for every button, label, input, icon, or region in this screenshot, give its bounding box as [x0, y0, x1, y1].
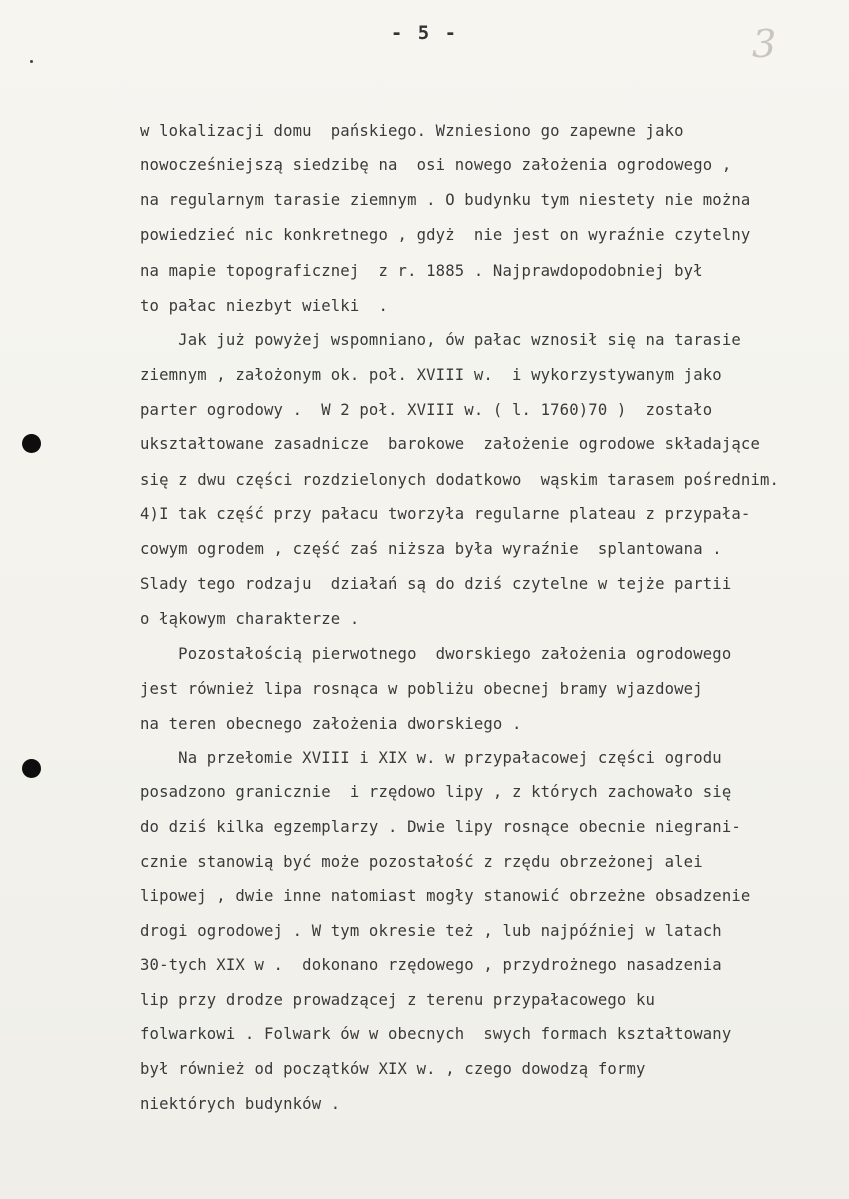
- text-line: Jak już powyżej wspomniano, ów pałac wznosił się na tarasie: [140, 331, 741, 349]
- text-line: ukształtowane zasadnicze barokowe założenie ogrodowe składające: [140, 435, 760, 453]
- text-line: się z dwu części rozdzielonych dodatkowo wąskim tarasem pośrednim.: [140, 471, 780, 489]
- text-line: niektórych budynków .: [140, 1095, 341, 1113]
- text-line: parter ogrodowy . W 2 poł. XVIII w. ( l. 1760)70 ) zostało: [140, 401, 713, 419]
- margin-dot: [30, 60, 33, 63]
- text-line: 4)I tak część przy pałacu tworzyła regularne plateau z przypała-: [140, 505, 751, 523]
- text-line: Slady tego rodzaju działań są do dziś czytelne w tejże partii: [140, 575, 732, 593]
- text-line: w lokalizacji domu pańskiego. Wzniesiono go zapewne jako: [140, 122, 684, 140]
- text-line: do dziś kilka egzemplarzy . Dwie lipy rosnące obecnie niegrani-: [140, 818, 741, 836]
- text-line: drogi ogrodowej . W tym okresie też , lub najpóźniej w latach: [140, 922, 722, 940]
- text-line: był również od początków XIX w. , czego dowodzą formy: [140, 1060, 646, 1078]
- page-number: - 5 -: [390, 22, 459, 44]
- text-line: ziemnym , założonym ok. poł. XVIII w. i wykorzystywanym jako: [140, 366, 722, 384]
- text-line: o łąkowym charakterze .: [140, 610, 360, 628]
- text-line: na teren obecnego założenia dworskiego .: [140, 715, 522, 733]
- text-line: posadzono granicznie i rzędowo lipy , z których zachowało się: [140, 783, 732, 801]
- text-line: to pałac niezbyt wielki .: [140, 297, 388, 315]
- text-line: jest również lipa rosnąca w pobliżu obecnej bramy wjazdowej: [140, 680, 703, 698]
- text-line: lipowej , dwie inne natomiast mogły stanowić obrzeżne obsadzenie: [140, 887, 751, 905]
- text-line: powiedzieć nic konkretnego , gdyż nie jest on wyraźnie czytelny: [140, 226, 751, 244]
- text-line: na regularnym tarasie ziemnym . O budynku tym niestety nie można: [140, 191, 751, 209]
- text-line: Na przełomie XVIII i XIX w. w przypałacowej części ogrodu: [140, 749, 722, 767]
- punch-hole-top: [22, 434, 41, 453]
- text-line: cznie stanowią być może pozostałość z rzędu obrzeżonej alei: [140, 853, 703, 871]
- text-line: nowocześniejszą siedzibę na osi nowego założenia ogrodowego ,: [140, 156, 732, 174]
- text-line: 30-tych XIX w . dokonano rzędowego , przydrożnego nasadzenia: [140, 956, 722, 974]
- punch-hole-bottom: [22, 759, 41, 778]
- text-line: Pozostałością pierwotnego dworskiego założenia ogrodowego: [140, 645, 732, 663]
- text-line: folwarkowi . Folwark ów w obecnych swych formach kształtowany: [140, 1025, 732, 1043]
- text-line: na mapie topograficznej z r. 1885 . Najprawdopodobniej był: [140, 262, 703, 280]
- text-line: lip przy drodze prowadzącej z terenu przypałacowego ku: [140, 991, 656, 1009]
- text-line: cowym ogrodem , część zaś niższa była wyraźnie splantowana .: [140, 540, 722, 558]
- pencil-page-mark: 3: [752, 22, 777, 66]
